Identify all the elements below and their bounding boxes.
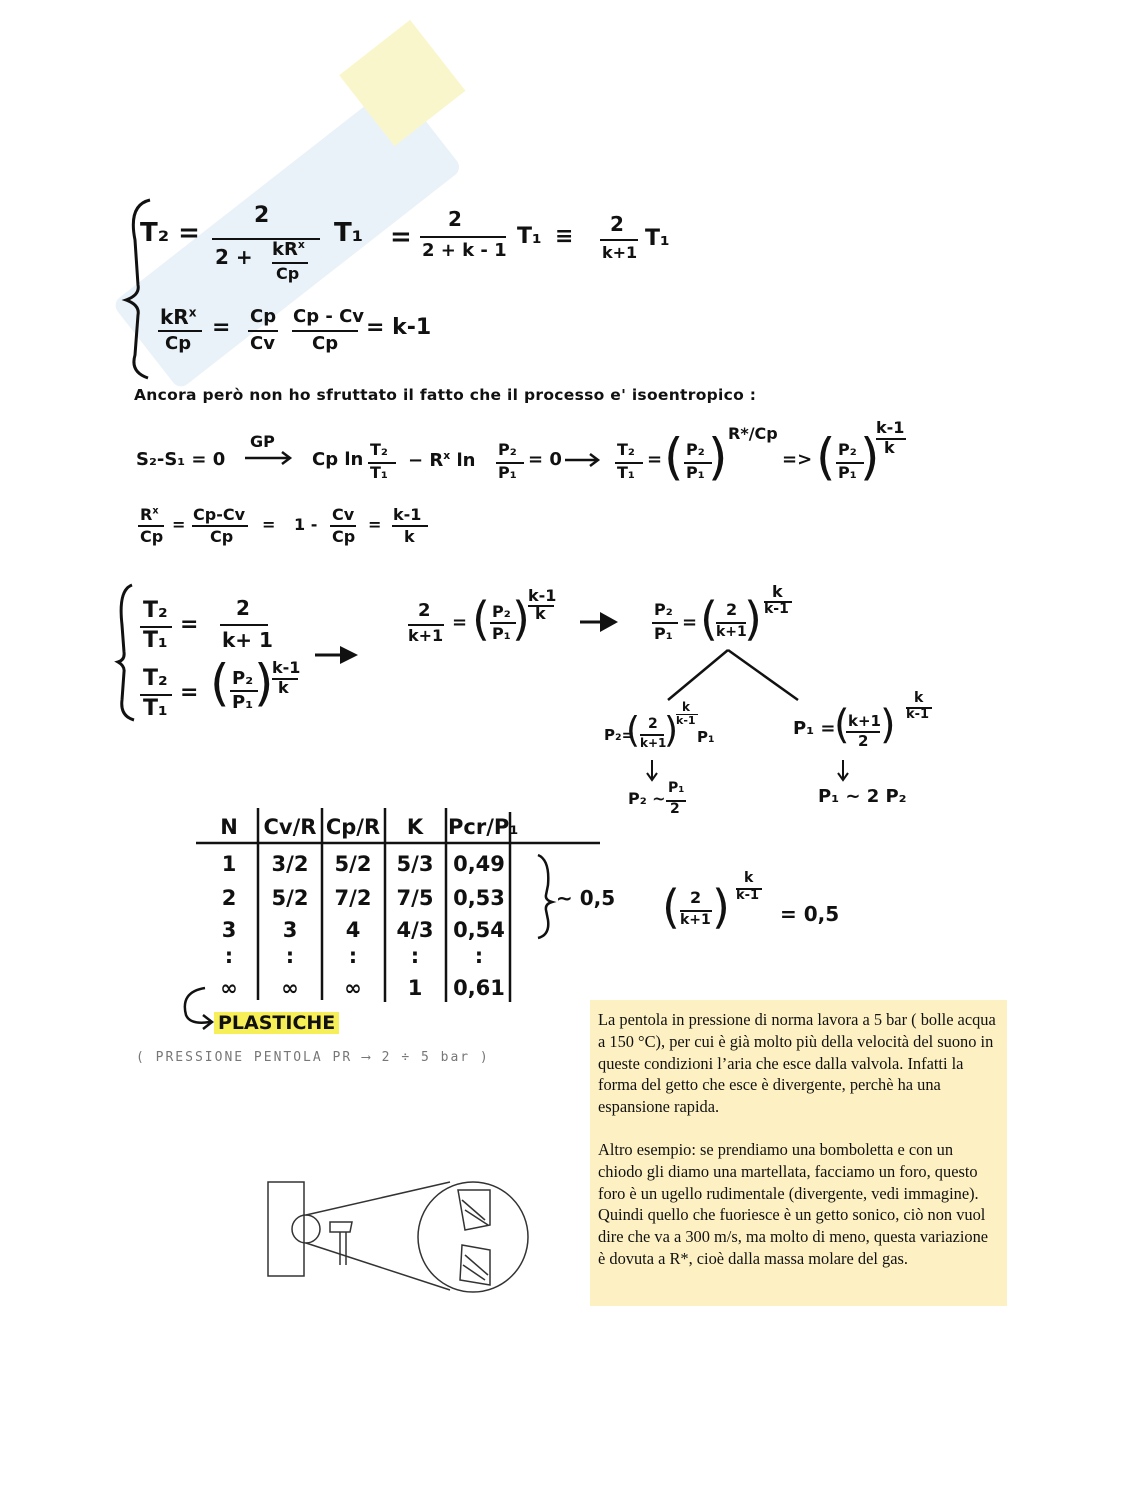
eq1-bar-b bbox=[420, 236, 506, 238]
eq3-p2c: P₂ bbox=[838, 440, 857, 459]
eq1-t1b: T₁ bbox=[517, 224, 542, 249]
eq2-eq: = bbox=[212, 315, 231, 340]
branch-right-expd: k-1 bbox=[906, 707, 930, 722]
eq2-cpcv: Cp - Cv bbox=[293, 306, 365, 327]
eq3-implies: => bbox=[782, 449, 813, 470]
table-cell: 0,54 bbox=[453, 918, 505, 942]
sys2-p1: P₁ bbox=[232, 692, 254, 713]
eq1-t1: T₁ bbox=[334, 218, 364, 248]
branch-left-two: 2 bbox=[648, 716, 658, 732]
eq5-paren-close: ) bbox=[512, 592, 530, 646]
eq6-p1: P₁ bbox=[654, 624, 673, 643]
eq3-p1c: P₁ bbox=[838, 463, 857, 482]
eq1-t2: T₂ = bbox=[140, 218, 200, 248]
table-cell: ∞ bbox=[281, 976, 299, 1000]
eq6-p2: P₂ bbox=[654, 600, 673, 619]
eq6-two: 2 bbox=[726, 600, 738, 619]
eq5-expd: k bbox=[535, 604, 546, 623]
branch-left-expd: k-1 bbox=[676, 714, 696, 727]
eq2-cp: Cp bbox=[165, 333, 192, 354]
branch-left-p1: P₁ bbox=[697, 728, 715, 746]
table-cell: : bbox=[224, 944, 234, 968]
eq3-gp: GP bbox=[250, 432, 275, 451]
sys2-paren-close: ) bbox=[254, 654, 274, 712]
eq4-kd: k bbox=[404, 527, 415, 546]
eq3-t1: T₁ bbox=[370, 463, 388, 482]
branch-right-two: 2 bbox=[858, 732, 869, 750]
table-header-k: K bbox=[406, 815, 424, 839]
eq4-kn: k-1 bbox=[393, 505, 422, 524]
eq6-eq: = bbox=[682, 612, 698, 633]
table-cell: : bbox=[348, 944, 358, 968]
branch-left-rp1: P₁ bbox=[668, 780, 685, 796]
nozzle-sketch bbox=[268, 1182, 528, 1292]
eq2-bar3 bbox=[292, 330, 358, 332]
eq4-eq2: = bbox=[262, 515, 276, 534]
table-header-cv: Cv/R bbox=[263, 815, 317, 839]
branch-left-result: P₂ ∼ bbox=[628, 789, 666, 808]
table-cell: 5/2 bbox=[271, 886, 309, 910]
eq3-t2: T₂ bbox=[370, 440, 388, 459]
explanation-note bbox=[590, 1000, 1007, 1306]
eq4-eq: = bbox=[172, 515, 186, 534]
eq3-paren2-open: ( bbox=[816, 428, 836, 486]
eq7-paren-close: ) bbox=[712, 880, 730, 934]
eq3-paren-close: ) bbox=[708, 428, 728, 486]
eq4-cp: Cp bbox=[140, 527, 164, 546]
eq4-eq3: = bbox=[368, 515, 382, 534]
sys2-eqb: = bbox=[180, 680, 199, 705]
table-cell: 7/2 bbox=[334, 886, 372, 910]
table-cell: 4 bbox=[345, 918, 361, 942]
table-cell: ∞ bbox=[344, 976, 362, 1000]
table-header-pcr: Pcr/P₁ bbox=[448, 815, 519, 839]
table-cell: : bbox=[474, 944, 484, 968]
eq3-eq0: = 0 bbox=[528, 449, 562, 470]
eq6-expn: k bbox=[772, 582, 783, 601]
eq5-two: 2 bbox=[418, 600, 431, 621]
eq3-paren2-close: ) bbox=[860, 428, 880, 486]
eq3-p1: P₁ bbox=[498, 463, 517, 482]
eq3-p2b: P₂ bbox=[686, 440, 705, 459]
sys2-expd: k bbox=[278, 678, 289, 697]
plastiche-highlight: PLASTICHE bbox=[214, 1012, 339, 1034]
eq4-cv: Cv bbox=[332, 505, 355, 524]
note-paragraph-2: Altro esempio: se prendiamo una bomboletta e con un chiodo gli diamo una martellata, facciamo un foro, questo foro è un ugello rudimentale (divergente, vedi immagine). Quindi quello che fuoriesce è un getto sonico, ciò non vuol dire che va a 300 m/s, ma molto di meno, questa variazione è dovuta a R*, cioè dalla massa molare del gas. bbox=[598, 1139, 989, 1268]
eq2-kr: $kR^x$ bbox=[160, 305, 197, 329]
sys2-kplus: k+ 1 bbox=[222, 628, 273, 652]
branch-right-paren-open: ( bbox=[834, 702, 850, 748]
eq3-exp2-num: k-1 bbox=[876, 418, 905, 437]
eq1-num: 2 bbox=[254, 203, 270, 228]
table-cell: 3/2 bbox=[271, 852, 309, 876]
eq3-cpln: Cp ln bbox=[312, 449, 364, 470]
branch-left-p2: P₂= bbox=[604, 726, 635, 744]
eq3-p1b: P₁ bbox=[686, 463, 705, 482]
sys2-paren-open: ( bbox=[210, 654, 230, 712]
note-paragraph-1: La pentola in pressione di norma lavora a 5 bar ( bolle acqua a 150 °C), per cui è già molto più della velocità del suono in queste condizioni l’aria che esce dalla valvola. Infatti la forma del getto che esce è divergente, perchè ha una espansione rapida. bbox=[598, 1010, 996, 1117]
table-cell: 1 bbox=[221, 852, 237, 876]
table-approx: ∼ 0,5 bbox=[556, 886, 616, 910]
pressure-pencil-note: ( PRESSIONE PENTOLA PR ⟶ 2 ÷ 5 bar ) bbox=[136, 1050, 490, 1065]
sys2-bar2 bbox=[220, 624, 268, 626]
eq1-cp: Cp bbox=[276, 264, 300, 283]
eq3-lhs: S₂-S₁ = 0 bbox=[136, 449, 226, 470]
table-cell: 3 bbox=[282, 918, 298, 942]
eq5-kplus: k+1 bbox=[408, 626, 444, 645]
eq5-expn: k-1 bbox=[528, 586, 557, 605]
table-cell: : bbox=[410, 944, 420, 968]
eq4-r: $R^x$ bbox=[140, 505, 159, 524]
eq2-cv: Cv bbox=[250, 333, 275, 354]
eq7-two: 2 bbox=[690, 888, 702, 907]
eq1-kr: $kR^x$ bbox=[272, 238, 305, 260]
eq6-kplus: k+1 bbox=[716, 624, 747, 640]
branch-left-kplus: k+1 bbox=[640, 736, 667, 750]
eq1-den-c: k+1 bbox=[602, 243, 638, 262]
table-cell: 4/3 bbox=[396, 918, 434, 942]
eq7-paren-open: ( bbox=[662, 880, 680, 934]
table-cell: : bbox=[285, 944, 295, 968]
eq3-paren-open: ( bbox=[664, 428, 684, 486]
table-header-cp: Cp/R bbox=[325, 815, 381, 839]
sys2-p2: P₂ bbox=[232, 668, 254, 689]
eq4-cp3: Cp bbox=[332, 527, 356, 546]
eq4-cpcv: Cp-Cv bbox=[193, 505, 246, 524]
eq2-cp2: Cp bbox=[250, 306, 277, 327]
eq6-paren-open: ( bbox=[700, 592, 718, 646]
eq2-rhs: = k-1 bbox=[366, 315, 432, 340]
eq4-cp2: Cp bbox=[210, 527, 234, 546]
eq5-p2: P₂ bbox=[492, 602, 511, 621]
eq1-eq: = bbox=[390, 222, 412, 252]
branch-right-expn: k bbox=[914, 690, 924, 706]
eq1-den-a: 2 + bbox=[215, 245, 253, 269]
sys2-eq: = bbox=[180, 612, 199, 637]
branch-left-rtwo: 2 bbox=[670, 801, 680, 817]
table-cell: 0,49 bbox=[453, 852, 505, 876]
table-cell: 5/3 bbox=[396, 852, 434, 876]
eq1-equiv: ≡ bbox=[555, 224, 574, 249]
eq7-expn: k bbox=[744, 870, 754, 886]
eq1-bar-c bbox=[600, 239, 638, 241]
eq7-kplus: k+1 bbox=[680, 912, 711, 928]
eq6-expd: k-1 bbox=[764, 601, 789, 617]
eq2-cp3: Cp bbox=[312, 333, 339, 354]
sys2-t2: T₂ bbox=[143, 598, 168, 623]
table-header-n: N bbox=[220, 815, 238, 839]
eq2-bar2 bbox=[248, 330, 278, 332]
sys2-expn: k-1 bbox=[272, 658, 301, 677]
eq1-num-b: 2 bbox=[448, 207, 462, 231]
table-cell: 2 bbox=[221, 886, 237, 910]
eq3-exp: R*/Cp bbox=[728, 424, 778, 443]
sys2-t1: T₁ bbox=[143, 628, 168, 653]
table-cell: 5/2 bbox=[334, 852, 372, 876]
eq3-p2: P₂ bbox=[498, 440, 517, 459]
isentropic-sentence: Ancora però non ho sfruttato il fatto che il processo e' isoentropico : bbox=[134, 386, 757, 404]
eq3-t1b: T₁ bbox=[617, 463, 635, 482]
eq3-t2b: T₂ bbox=[617, 440, 635, 459]
table-cell: 1 bbox=[407, 976, 423, 1000]
table-cell: 3 bbox=[221, 918, 237, 942]
eq5-p1: P₁ bbox=[492, 624, 511, 643]
branch-left-expn: k bbox=[682, 700, 690, 714]
table-cell: 0,61 bbox=[453, 976, 505, 1000]
eq3-exp2-den: k bbox=[884, 438, 895, 457]
branch-left-paren-open: ( bbox=[626, 710, 641, 751]
eq7-expd: k-1 bbox=[736, 888, 760, 903]
table-cell: 7/5 bbox=[396, 886, 434, 910]
table-cell: ∞ bbox=[220, 976, 238, 1000]
branch-right-p1: P₁ = bbox=[793, 718, 836, 739]
eq1-den-b: 2 + k - 1 bbox=[422, 240, 507, 261]
eq1-num-c: 2 bbox=[610, 212, 624, 236]
branch-left-paren-close: ) bbox=[664, 710, 679, 751]
eq4-one: 1 - bbox=[294, 515, 318, 534]
eq5-paren-open: ( bbox=[472, 592, 490, 646]
eq6-paren-close: ) bbox=[744, 592, 762, 646]
branch-right-kplus: k+1 bbox=[848, 712, 881, 730]
sys2-t2b: T₂ bbox=[143, 666, 168, 691]
sys2-two: 2 bbox=[236, 596, 250, 620]
branch-right-paren-close: ) bbox=[880, 702, 896, 748]
eq5-eq: = bbox=[452, 612, 468, 633]
eq3-minus-r: − $R^x$ ln bbox=[408, 449, 476, 471]
plastiche-label bbox=[214, 1012, 339, 1034]
eq7-rhs: = 0,5 bbox=[780, 902, 840, 926]
sys2-t1b: T₁ bbox=[143, 696, 168, 721]
table-cell: 0,53 bbox=[453, 886, 505, 910]
eq2-bar1 bbox=[158, 330, 202, 332]
eq1-t1c: T₁ bbox=[645, 226, 670, 251]
branch-right-result: P₁ ∼ 2 P₂ bbox=[818, 786, 907, 807]
eq3-eqb: = bbox=[647, 449, 663, 470]
